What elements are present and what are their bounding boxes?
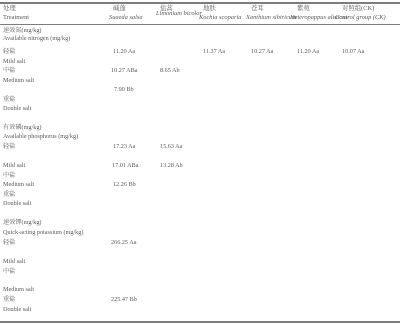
table-cell: 13.28 Ab: [160, 162, 183, 169]
column-header-cn: 碱蓬: [113, 5, 126, 12]
column-header-en: Xanthium sibiricum: [246, 14, 297, 21]
column-header-cn: 地肤: [203, 5, 216, 12]
table-cell: 10.27 ABa: [111, 67, 138, 74]
table-cell: 10.27 Aa: [251, 48, 274, 55]
section-title-cn: 有效磷(mg/kg): [3, 124, 42, 131]
column-header-en: Control group (CK): [335, 14, 386, 21]
section-title-en: Available phosphorus (mg/kg): [3, 133, 79, 140]
table-cell: 17.23 Aa: [113, 143, 136, 150]
row-label-cn: 中盐: [3, 172, 16, 179]
table-cell: 17.01 ABa: [112, 162, 139, 169]
table-top-rule: [0, 2, 400, 4]
row-label-cn: 轻盐: [3, 48, 16, 55]
row-label-en: Double salt: [3, 105, 32, 112]
section-title-cn: 速效钾(mg/kg): [3, 219, 42, 226]
column-header-en: Suaeda salsa: [109, 14, 143, 21]
header-bottom-rule: [0, 24, 400, 25]
column-header-cn: 紫菀: [297, 5, 310, 12]
table-cell: 11.20 Aa: [297, 48, 320, 55]
section-title-en: Available nitrogen (mg/kg): [3, 35, 71, 42]
table-cell: 7.90 Bb: [114, 86, 134, 93]
row-label-cn: 中盐: [3, 268, 16, 275]
section-title-cn: 速效氮(mg/kg): [3, 27, 42, 34]
row-label-en: Medium salt: [3, 181, 35, 188]
table-cell: 266.25 Aa: [111, 239, 137, 246]
column-header-cn: 苍耳: [251, 5, 264, 12]
column-header-cn: 对照组(CK): [342, 5, 375, 12]
row-label-cn: 重盐: [3, 96, 16, 103]
row-label-en: Mild salt: [3, 58, 26, 65]
table-cell: 11.37 Aa: [203, 48, 226, 55]
row-label-en: Mild salt: [3, 258, 26, 265]
row-label-en: Double salt: [3, 200, 32, 207]
row-head-en: Treatment: [3, 14, 30, 21]
table-cell: 8.65 Ab: [160, 67, 180, 74]
row-head-cn: 处理: [3, 5, 16, 12]
row-label-cn: 重盐: [3, 296, 16, 303]
column-header-cn: 盐蒿: [160, 5, 173, 12]
column-header-en: Limonium bicolor: [156, 10, 202, 17]
table-cell: 11.20 Aa: [113, 48, 136, 55]
row-label-cn: 轻盐: [3, 143, 16, 150]
row-label-en: Mild salt: [3, 162, 26, 169]
row-label-en: Medium salt: [3, 77, 35, 84]
table-bottom-rule: [0, 321, 400, 323]
row-label-cn: 轻盐: [3, 239, 16, 246]
table-cell: 225.47 Bb: [111, 296, 137, 303]
column-header-en: Kochia scoparia: [199, 14, 242, 21]
row-label-cn: 中盐: [3, 67, 16, 74]
table-cell: 15.63 Aa: [160, 143, 183, 150]
row-label-cn: 重盐: [3, 191, 16, 198]
column-header-en: Heteropappus altaicus: [290, 14, 348, 21]
section-title-en: Quick-acting potassium (mg/kg): [3, 229, 84, 236]
table-cell: 12.26 Bb: [113, 181, 136, 188]
row-label-en: Medium salt: [3, 286, 35, 293]
table-cell: 10.07 Aa: [342, 48, 365, 55]
row-label-en: Double salt: [3, 306, 32, 313]
